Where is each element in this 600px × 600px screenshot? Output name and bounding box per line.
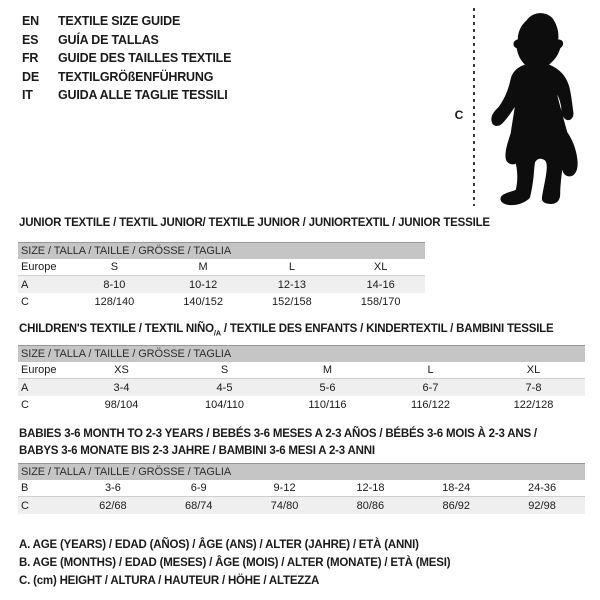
table-cell: 86/92 (442, 499, 470, 512)
table-cell: XL (373, 261, 388, 273)
table-cell: S (110, 261, 119, 273)
height-measure-line (473, 8, 475, 206)
table-cell: 6-7 (422, 381, 439, 394)
table-cell: 158/170 (360, 295, 401, 308)
table-row (18, 293, 425, 310)
table-row (18, 379, 585, 396)
children-table (18, 345, 585, 413)
table-cell: 6-9 (190, 482, 207, 494)
table-cell: 110/116 (308, 398, 347, 411)
table-row (18, 276, 425, 293)
title-subscript: /A (213, 328, 221, 338)
junior-table-title: JUNIOR TEXTILE / TEXTIL JUNIOR/ TEXTILE JUNIOR / JUNIORTEXTIL / JUNIOR TESSILE (19, 217, 490, 229)
table-cell: L (288, 261, 295, 273)
row-label: C (21, 295, 29, 308)
row-label: Europe (21, 261, 57, 273)
note-age-years: A. AGE (YEARS) / EDAD (AÑOS) / ÂGE (ANS) / ALTER (JAHRE) / ETÀ (ANNI) (19, 539, 419, 551)
table-cell: M (322, 364, 333, 376)
table-cell: 24-36 (527, 482, 557, 494)
table-row (18, 259, 425, 276)
note-height-cm: C. (cm) HEIGHT / ALTURA / HAUTEUR / HÖHE / ALTEZZA (19, 575, 320, 587)
table-cell: 4-5 (216, 381, 233, 394)
table-cell: 12-18 (356, 482, 385, 494)
height-measure-label: C (454, 108, 464, 122)
table-cell: 18-24 (442, 482, 471, 494)
table-cell: 62/68 (99, 499, 127, 512)
table-cell: 80/86 (356, 499, 385, 512)
language-label: TEXTILGRÖßENFÜHRUNG (58, 69, 214, 84)
table-row (18, 362, 585, 379)
table-cell: 122/128 (513, 398, 554, 411)
table-size-header: SIZE / TALLA / TAILLE / GRÖSSE / TAGLIA (18, 463, 585, 480)
table-cell: 116/122 (411, 398, 450, 411)
row-label: C (21, 398, 29, 411)
row-label: A (21, 278, 29, 291)
table-cell: M (198, 261, 208, 273)
row-label: Europe (21, 364, 57, 376)
language-code: EN (22, 14, 39, 28)
table-row (18, 497, 585, 514)
table-cell: 140/152 (183, 295, 223, 308)
row-label: C (21, 499, 29, 512)
table-cell: XS (114, 364, 129, 376)
table-cell: 8-10 (103, 278, 126, 291)
babies-title-line2: BABYS 3-6 MONATE BIS 2-3 JAHRE / BAMBINI 3-6 MESI A 2-3 ANNI (19, 444, 375, 457)
table-cell: S (220, 364, 229, 376)
table-cell: 5-6 (319, 381, 336, 394)
junior-table (18, 242, 425, 310)
babies-title-line1: BABIES 3-6 MONTH TO 2-3 YEARS / BEBÉS 3-6 MESES A 2-3 AÑOS / BÉBÉS 3-6 MOIS À 2-3 ANS / (19, 428, 537, 440)
row-label: B (21, 482, 29, 494)
table-cell: 68/74 (184, 499, 213, 512)
babies-table (18, 463, 585, 514)
table-cell: 7-8 (525, 381, 542, 394)
table-cell: 128/140 (94, 295, 135, 308)
table-cell: 74/80 (270, 499, 299, 512)
language-label: TEXTILE SIZE GUIDE (58, 14, 181, 28)
language-code: DE (22, 69, 39, 84)
language-code: FR (22, 51, 39, 66)
language-code: IT (22, 88, 33, 103)
table-cell: 92/98 (528, 499, 556, 512)
table-size-header: SIZE / TALLA / TAILLE / GRÖSSE / TAGLIA (18, 242, 425, 259)
table-cell: 9-12 (273, 482, 296, 494)
table-row (18, 396, 585, 413)
table-cell: L (427, 364, 434, 376)
table-cell: 104/110 (205, 398, 244, 411)
table-cell: 3-4 (113, 381, 130, 394)
language-label: GUIDA ALLE TAGLIE TESSILI (58, 88, 228, 103)
language-label: GUIDE DES TAILLES TEXTILE (58, 51, 232, 66)
table-cell: 3-6 (104, 482, 121, 494)
row-label: A (21, 381, 29, 394)
legend-notes (19, 536, 450, 590)
language-label: GUÍA DE TALLAS (58, 32, 159, 47)
language-list (22, 12, 231, 105)
table-cell: 98/104 (104, 398, 139, 411)
note-age-months: B. AGE (MONTHS) / EDAD (MESES) / ÂGE (MOIS) / ALTER (MONATE) / ETÀ (MESI) (19, 557, 451, 569)
children-table-title: CHILDREN'S TEXTILE / TEXTIL $NIÑO_{/A}$ / TEXTILE DES ENFANTS / KINDERTEXTIL / BAMBINI TESSILE (19, 323, 554, 338)
table-cell: 12-13 (277, 278, 306, 291)
table-size-header: SIZE / TALLA / TAILLE / GRÖSSE / TAGLIA (18, 345, 585, 362)
baby-silhouette-icon (484, 8, 594, 206)
table-cell: XL (526, 364, 541, 376)
table-cell: 10-12 (189, 278, 218, 291)
table-cell: 152/158 (271, 295, 312, 308)
table-row (18, 480, 585, 497)
table-cell: 14-16 (366, 278, 395, 291)
babies-table-title (19, 426, 537, 459)
language-code: ES (22, 32, 39, 47)
